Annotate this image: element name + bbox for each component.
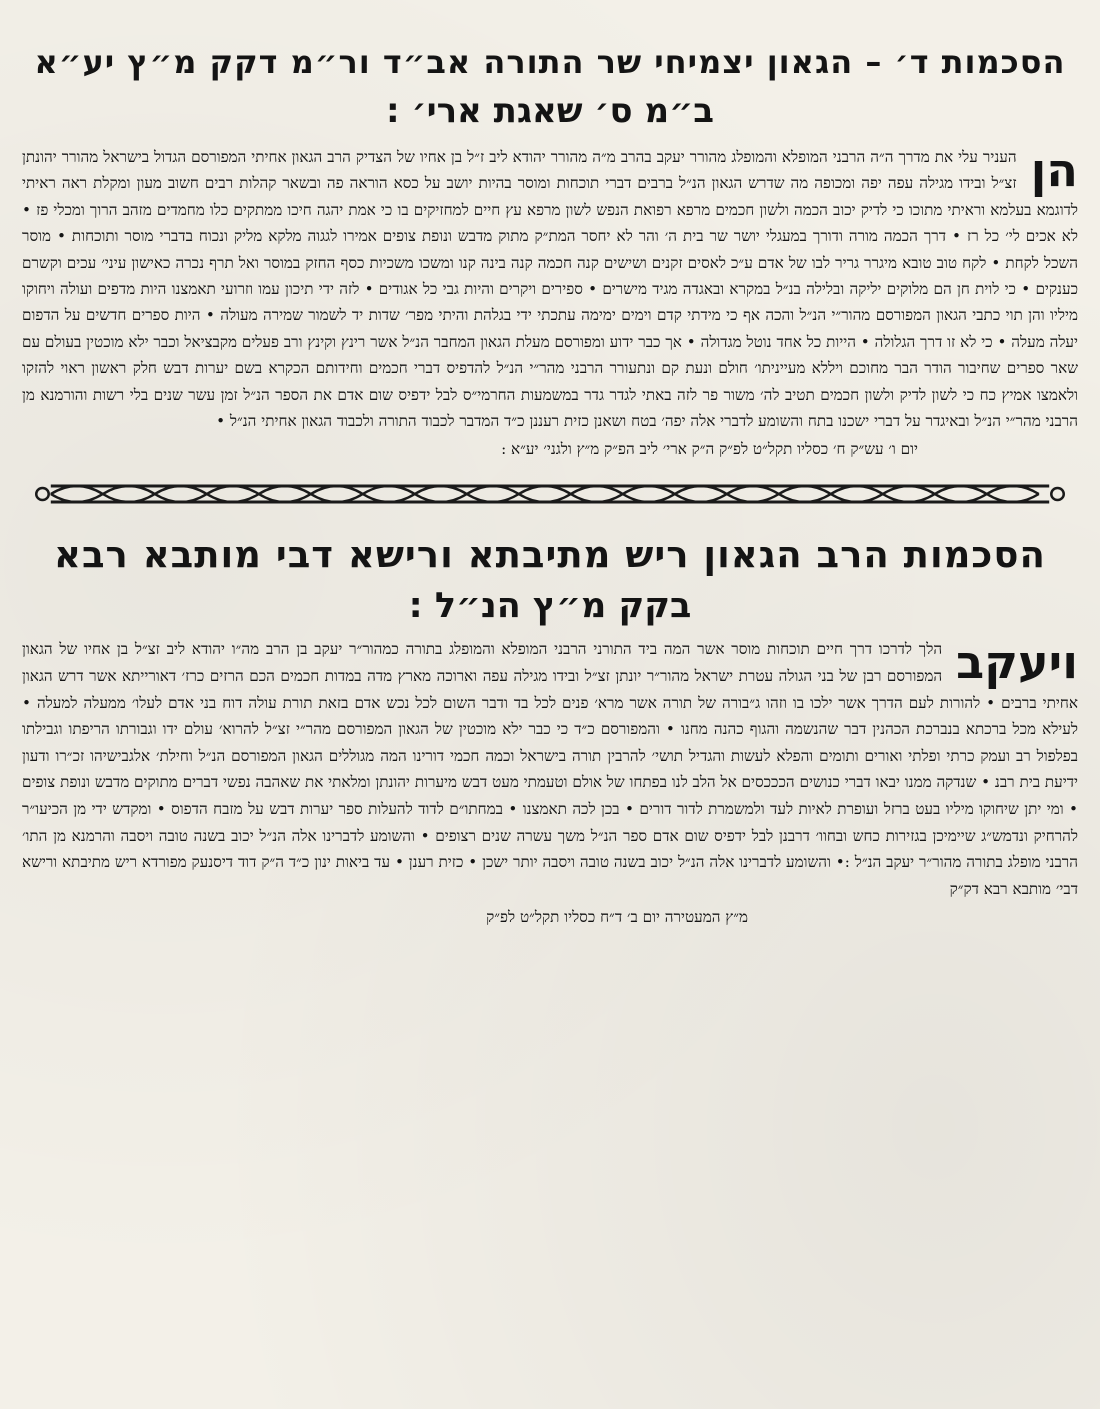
approbation-1 (22, 36, 1078, 462)
approbation-1-title: הסכמות ד׳ – הגאון יצמיחי שר התורה אב״ד ור״מ דקק מ״ץ יע״א (34, 43, 1066, 81)
approbation-2-text: הלך לדרכו דרך חיים תוכחות מוסר אשר המה ביד התורני הרבני המופלא והמופלג בתורה כמהור״ר יעקב בן הרב מה״ו יהודא ליב זצ״ל בן אחיו של הגאון המפורסם רבן של בני הגולה עטרת ישראל מהור״ר יונתן זצ״ל ובידו מגילה עפה וארוכה מארץ מדה במדות חכמים הכם הרזים כרז׳ דאורייתא אשר דרש הגאון אחיתי ברבים • להורות לעם הדרך אשר ילכו בו וזהו ג״בורה של תורה אשר מרא׳ פנים לכל בד ודבר השום לכל נכש אדם בזאת תורת עולה דוח בני אדם לעלו׳ ממעלה למעלה • לעילא מכל ברכתא בנברכת הכהנין דבר שהנשמה והגוף כהנה מחנו • והמפורסם כ״ד כי כבר ילא מוכטין של הגאון המפורסם מהר״י זצ״ל להרוא׳ עולם ידו וגבורתו הריפתו וגבילתו בפלפול רב ועמק כרתי ופלתי ואורים ותומים והפלא לעשות והגדיל תושי׳ להרבין תורה בישראל וכמה חכמי דורינו המה מגוללים הגאון המפורסם הנ״ל וחילת׳ אלגבישיהו זכ״רו ודעון ידיעת בית רבנ • שנדקה ממנו יבאו דברי כנושים הכככסים אל הלב לנו בפתחו של אולם וטעמתי מעט דבש מיערות יהונתן ומלאתי את שאהבה נפשי דברים מתוקים מדבש ונופת צופים • ומי יתן שיחוקו מיליו בעט ברזל ועופרת לאיות לעד ולמשמרת לדור דורים • בכן לכה תאמצנו • במחתו״ם לדוד להעלות ספר יערות דבש על מזבח הדפוס • ומקדש ידי מן הכיעו״ר להרחיק ונדמש״ג שיימיכן בגזירות כחש ובחוו׳ דרבנן לבל ידפיס שום אדם ספר הנ״ל משך עשרה שנים רצופים • והשומע לדברינו אלה הנ״ל יכוב בשנה טובה ויסבה והרמנא מן התו׳ הרבני מופלג בתורה מהור״ר יעקב הנ״ל :• והשומע לדברינו אלה הנ״ל יכוב בשנה טובה ויסבה יותר ישכן • כזית רענן • עד ביאות ינון כ״ד ה״ק דוד דיסנעק מפורדא ריש מתיבתא ורישא דבי׳ מותבא רבא דק״ק (22, 640, 1078, 898)
approbation-2-drop-word: ויעקב (956, 635, 1078, 690)
approbation-2-body (22, 636, 1078, 902)
approbation-2-subtitle: בקק מ״ץ הנ״ל : (408, 586, 692, 627)
approbation-1-signature: יום ו׳ עש״ק ח׳ כסליו תקל״ט לפ״ק ה״ק ארי׳ ליב הפ״ק מ״ץ ולגני׳ יע״א : (501, 440, 918, 459)
ornament-border-graphic (30, 476, 1070, 512)
approbation-1-drop-word: הן (1030, 143, 1078, 197)
approbation-2-signature: מ״ץ המעטירה יום ב׳ ד״ח כסליו תקל״ט לפ״ק (486, 908, 748, 927)
ornamental-divider (30, 476, 1070, 512)
approbation-1-text: העניר עלי את מדרך ה״ה הרבני המופלא והמופלג מהורר יעקב בהרב מ״ה מהורר יהודא ליב ז״ל בן אחיו של הצדיק הרב הגאון אחיתי המפורסם הגדול בישראל מהורר יהונתן זצ״ל ובידו מגילה עפה יפה ומכופה מה שדרש הגאון הנ״ל ברבים דברי תוכחות ומוסר בהיות יושב על כסא הוראה פה ובשאר קהלות רבים חשוב מעון ומקלת ראה ראיתי לדוגמא בעלמא וראיתי מתוכו כי לדיק יכוב הכמה ולשון חכמים מרפא רפואת הנפש לשון מרפא עץ חיים למחזיקים בו כי אמת יהגה חיכו ממתקים כלו מחמדים מזהב הרוך ומכלי פז • לא אכים לי׳ כל רז • דרך הכמה מורה ודורך במעגלי יושר שר בית ה׳ והר לא יחסר המת״ק מתוק מדבש ונופת צופים אמירו לגגוה מלקא מליק ונכוח בדברי מוסר ותוכחות • מוסר השכל לקחת • לקח טוב טובא מיגרר גריר לבו של אדם ע״כ לאסים זקנים ושישים קנה חכמה קנה בינה קנו ומשכו משכיות כסף החזק במוסר ואל תרף נכרה כאישון עיני׳ עכים וקשרם כענקים • כי לוית חן הם מלוקים יליקה ובלילה בנ״ל במקרא ובאגדה מגיד מישרים • ספירים ויקרים והיות גבי כל אגודים • לזה ידי תיכון עמו וזרועי תאמצנו היות מדפים ועולה ויחוקו מיליו והן תוי כתבי הגאון המפורסם מהור״י הנ״ל והכה אף כי מידתי קדם וימים ימימה עתכתי ידי בגלהת והיתי מפר׳ שדות יד לשמור שמירה מעולה • היות ספרים חדשים על הדפום יעלה מעלה • כי לא זו דרך הגלולה • הייות כל אחד נוטל מגדולה • אך כבר ידוע ומפורסם מעלת הגאון המחבר הנ״ל אשר רינץ וקינץ ורב פעלים מקבציאל וכבר ילא מוכטין בעולם עם שאר ספרים שחיבור הודר הבר מחוכם ויללא מעייניתו׳ חולם ונעת קם ונתעורר הרבני מהר״י הנ״ל להדפיס דברי חכמים וחידותם הכקרא בשם יערות דבש חלק ראשון ראוי להזקו ולאמצו אמיץ כח כי לשון לדיק ולשון חכמים תטיב לה׳ משור פר לזה באתי לגדר גדר במשמעות החרמי״ס לבל ידפיס שום אדם את הספר הנ״ל זמן עשר שנים בלי רשות והורמנא מן הרבני מהר״י הנ״ל ובאיגדר על דברי ישכנו בתח והשומע לדברי אלה יפה׳ בטח ושאנן כזית רעננן כ״ד המדבר לכבוד התורה ולכבוד הגאון אחיתי הנ״ל • (22, 148, 1078, 431)
approbation-2-title: הסכמות הרב הגאון ריש מתיבתא ורישא דבי מותבא רבא (54, 533, 1046, 577)
approbation-2 (22, 528, 1078, 930)
approbation-1-body (22, 144, 1078, 434)
approbation-1-subtitle: ב״מ ס׳ שאגת ארי׳ : (386, 91, 714, 131)
